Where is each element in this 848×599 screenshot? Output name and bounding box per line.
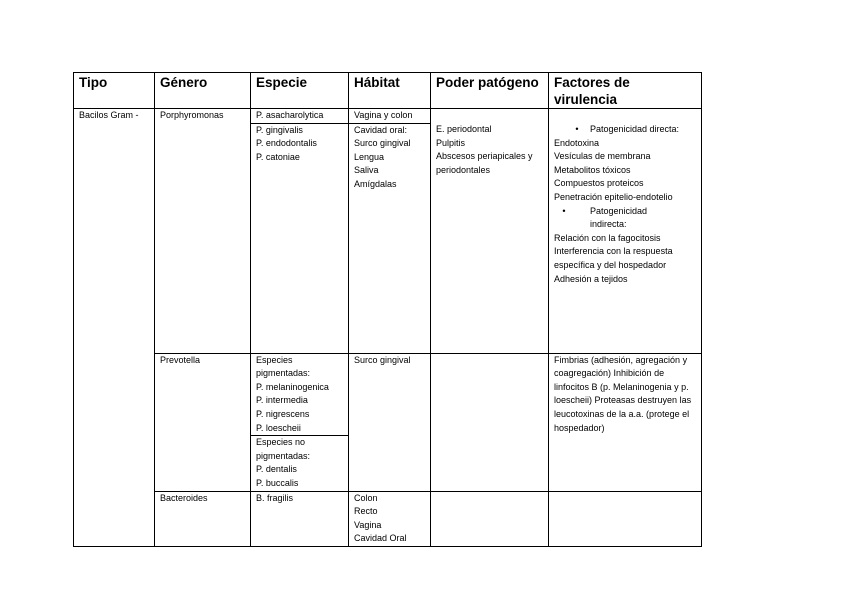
poder-item: E. periodontal bbox=[436, 124, 492, 134]
genero-prevotella: Prevotella bbox=[160, 354, 201, 365]
habitat-item: Recto bbox=[354, 506, 378, 517]
virulencia-item: Vesículas de membrana bbox=[554, 151, 651, 162]
table-row bbox=[74, 109, 702, 124]
cell-habitat-bacteroides bbox=[349, 491, 431, 546]
especie-item: P. melaninogenica bbox=[256, 381, 329, 392]
cell-tipo-empty bbox=[74, 123, 155, 353]
cell-especie-fragilis bbox=[251, 491, 349, 546]
cell-habitat-vagina-colon bbox=[349, 109, 431, 124]
habitat-item: Saliva bbox=[354, 165, 379, 176]
cell-especie-asacharolytica bbox=[251, 109, 349, 124]
cell-especies-no-pigmentadas bbox=[251, 436, 349, 491]
cell-especies-porphyromonas bbox=[251, 123, 349, 353]
cell-tipo-empty bbox=[74, 436, 155, 491]
bullet-item bbox=[554, 205, 670, 232]
header-row bbox=[74, 73, 702, 109]
cell-poder-bacteroides bbox=[431, 491, 549, 546]
cell-tipo-empty bbox=[74, 353, 155, 436]
especie-item: P. catoniae bbox=[256, 151, 300, 162]
especie-item: P. gingivalis bbox=[256, 124, 303, 135]
tipo-label: Bacilos Gram - bbox=[79, 110, 139, 120]
virulencia-item: Interferencia con la respuesta específica y del hospedador bbox=[554, 246, 673, 270]
habitat-item: Cavidad Oral bbox=[354, 533, 407, 544]
cell-habitat-prevotella bbox=[349, 353, 431, 491]
especie-item: P. intermedia bbox=[256, 395, 308, 406]
header-poder-patogeno: Poder patógeno bbox=[431, 73, 549, 109]
virulencia-item: Metabolitos tóxicos bbox=[554, 164, 631, 175]
habitat-item: Amígdalas bbox=[354, 178, 397, 189]
virulencia-item: Penetración epitelio-endotelio bbox=[554, 191, 673, 202]
header-factores-virulencia: Factores de virulencia bbox=[549, 73, 702, 109]
genero-bacteroides: Bacteroides bbox=[160, 492, 208, 503]
cell-genero-bacteroides bbox=[155, 491, 251, 546]
poder-item: Pulpitis bbox=[436, 137, 466, 148]
virulencia-text: Fimbrias (adhesión, agregación y coagregación) Inhibición de linfocitos B (p. Melaninogenia y p. loescheii) Proteasas destruyen las leucotoxinas de la a.a. (protege el hospedador) bbox=[554, 354, 692, 433]
habitat-prevotella: Surco gingival bbox=[354, 354, 411, 365]
genero-porphyromonas: Porphyromonas bbox=[160, 110, 224, 120]
cell-genero-prevotella bbox=[155, 353, 251, 491]
virulencia-item: Relación con la fagocitosis bbox=[554, 232, 661, 243]
virulencia-item: Endotoxina bbox=[554, 137, 600, 148]
poder-item: Abscesos periapicales y periodontales bbox=[436, 151, 533, 175]
cell-especies-pigmentadas bbox=[251, 353, 349, 436]
bullet-text: Patogenicidad indirecta: bbox=[590, 205, 648, 230]
especie-item: P. endodontalis bbox=[256, 138, 317, 149]
habitat-item: Colon bbox=[354, 492, 378, 503]
especie-item: P. buccalis bbox=[256, 477, 299, 488]
bacteria-table bbox=[73, 72, 702, 547]
cell-virulencia-bacteroides bbox=[549, 491, 702, 546]
cell-tipo bbox=[74, 109, 155, 124]
virulencia-item: Compuestos proteicos bbox=[554, 178, 644, 189]
cell-poder-prevotella bbox=[431, 353, 549, 491]
cell-tipo-empty bbox=[74, 491, 155, 546]
bullet-icon: • bbox=[575, 124, 579, 134]
cell-virulencia-prevotella bbox=[549, 353, 702, 491]
header-habitat: Hábitat bbox=[349, 73, 431, 109]
bullet-item bbox=[554, 123, 696, 137]
habitat-item: Surco gingival bbox=[354, 138, 411, 149]
bullet-text: Patogenicidad directa: bbox=[590, 124, 680, 134]
especie-item: P. nigrescens bbox=[256, 408, 310, 419]
virulencia-item: Adhesión a tejidos bbox=[554, 273, 628, 284]
header-tipo: Tipo bbox=[74, 73, 155, 109]
especie-item: Especies pigmentadas: bbox=[256, 354, 311, 379]
cell-virulencia-porphyromonas bbox=[549, 109, 702, 354]
table-row bbox=[74, 353, 702, 436]
habitat-vagina-colon: Vagina y colon bbox=[354, 110, 413, 120]
cell-poder-patogeno bbox=[431, 109, 549, 354]
cell-habitat-oral bbox=[349, 123, 431, 353]
header-especie: Especie bbox=[251, 73, 349, 109]
especie-item: P. dentalis bbox=[256, 464, 297, 475]
habitat-item: Vagina bbox=[354, 519, 382, 530]
header-genero: Género bbox=[155, 73, 251, 109]
habitat-item: Cavidad oral: bbox=[354, 124, 408, 135]
cell-genero-porphyromonas bbox=[155, 109, 251, 354]
habitat-item: Lengua bbox=[354, 151, 385, 162]
bullet-icon: • bbox=[562, 205, 566, 216]
especie-item: Especies no pigmentadas: bbox=[256, 437, 311, 461]
table-row bbox=[74, 491, 702, 546]
especie-asacharolytica: P. asacharolytica bbox=[256, 110, 324, 120]
especie-fragilis: B. fragilis bbox=[256, 492, 294, 503]
especie-item: P. loescheii bbox=[256, 422, 301, 433]
